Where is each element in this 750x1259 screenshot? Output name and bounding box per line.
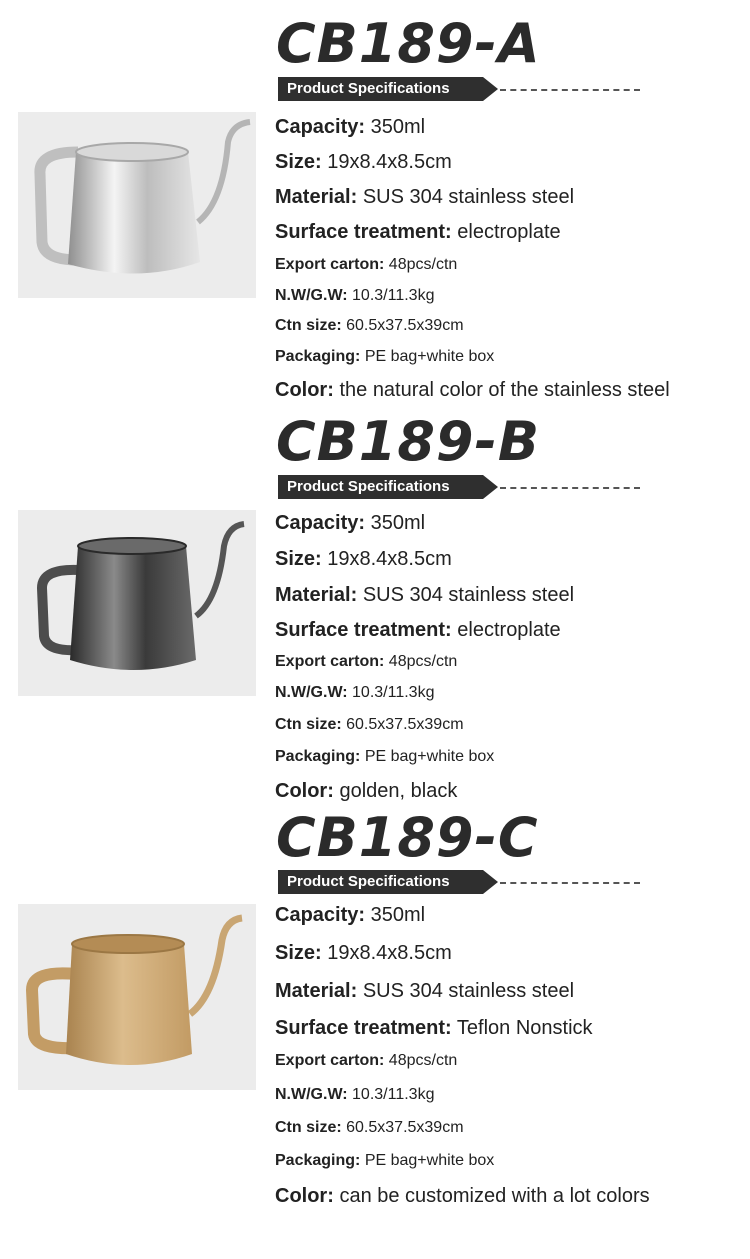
product-cb189-b xyxy=(0,410,750,806)
spec-weight: N.W/G.W: 10.3/11.3kg xyxy=(275,1086,435,1103)
product-cb189-c xyxy=(0,806,750,1226)
spec-material: Material: SUS 304 stainless steel xyxy=(275,584,575,606)
spec-size: Size: 19x8.4x8.5cm xyxy=(275,548,452,570)
spec-banner-label: Product Specifications xyxy=(287,478,450,495)
product-photo xyxy=(18,904,256,1090)
spec-material: Material: SUS 304 stainless steel xyxy=(275,980,575,1002)
model-title: CB189-A xyxy=(276,12,541,75)
spec-capacity: Capacity: 350ml xyxy=(275,904,426,926)
spec-banner xyxy=(278,870,640,894)
spec-export-carton: Export carton: 48pcs/ctn xyxy=(275,256,458,273)
black-pour-over-kettle-icon xyxy=(18,510,256,696)
spec-packaging: Packaging: PE bag+white box xyxy=(275,348,495,365)
spec-banner-label: Product Specifications xyxy=(287,80,450,97)
spec-color: Color: the natural color of the stainless steel xyxy=(275,379,670,401)
spec-banner xyxy=(278,475,640,499)
model-title: CB189-B xyxy=(276,410,541,473)
spec-size: Size: 19x8.4x8.5cm xyxy=(275,942,452,964)
spec-material: Material: SUS 304 stainless steel xyxy=(275,186,575,208)
dashed-divider xyxy=(500,882,640,884)
spec-size: Size: 19x8.4x8.5cm xyxy=(275,151,452,173)
spec-capacity: Capacity: 350ml xyxy=(275,512,426,534)
gold-pour-over-kettle-icon xyxy=(18,904,256,1090)
spec-carton-size: Ctn size: 60.5x37.5x39cm xyxy=(275,1119,464,1136)
spec-carton-size: Ctn size: 60.5x37.5x39cm xyxy=(275,317,464,334)
spec-surface-treatment: Surface treatment: Teflon Nonstick xyxy=(275,1017,593,1039)
spec-capacity: Capacity: 350ml xyxy=(275,116,426,138)
spec-export-carton: Export carton: 48pcs/ctn xyxy=(275,1052,458,1069)
spec-weight: N.W/G.W: 10.3/11.3kg xyxy=(275,287,435,304)
spec-packaging: Packaging: PE bag+white box xyxy=(275,1152,495,1169)
spec-export-carton: Export carton: 48pcs/ctn xyxy=(275,653,458,670)
product-cb189-a xyxy=(0,12,750,404)
spec-packaging: Packaging: PE bag+white box xyxy=(275,748,495,765)
spec-surface-treatment: Surface treatment: electroplate xyxy=(275,221,561,243)
spec-color: Color: can be customized with a lot colors xyxy=(275,1185,650,1207)
dashed-divider xyxy=(500,89,640,91)
spec-weight: N.W/G.W: 10.3/11.3kg xyxy=(275,684,435,701)
spec-color: Color: golden, black xyxy=(275,780,458,802)
spec-surface-treatment: Surface treatment: electroplate xyxy=(275,619,561,641)
model-title: CB189-C xyxy=(276,806,539,869)
dashed-divider xyxy=(500,487,640,489)
silver-pour-over-kettle-icon xyxy=(18,112,256,298)
spec-carton-size: Ctn size: 60.5x37.5x39cm xyxy=(275,716,464,733)
spec-banner xyxy=(278,77,640,101)
product-photo xyxy=(18,112,256,298)
product-photo xyxy=(18,510,256,696)
spec-banner-label: Product Specifications xyxy=(287,873,450,890)
